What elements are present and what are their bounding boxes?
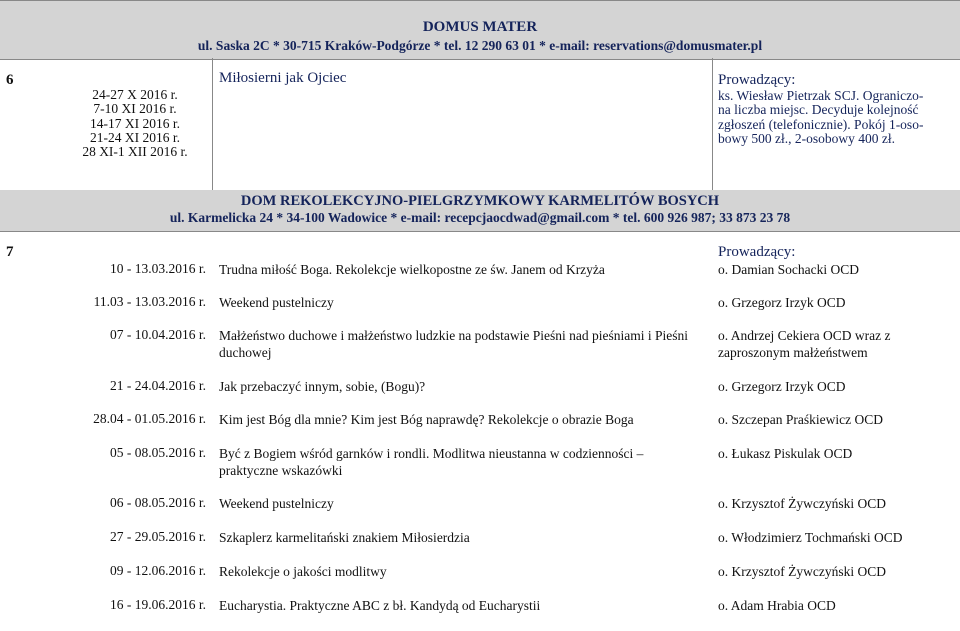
row-date: 10 - 13.03.2016 r. xyxy=(110,261,206,276)
column-divider xyxy=(212,58,213,190)
row-subject: Być z Bogiem wśród garnków i rondli. Modlitwa nieustanna w codzienności – praktyczne wskazówki xyxy=(219,446,644,478)
row-date: 16 - 19.06.2016 r. xyxy=(110,597,206,612)
row-leader: o. Włodzimierz Tochmański OCD xyxy=(718,530,903,545)
entry-number: 6 xyxy=(6,72,14,88)
row-subject: Szkaplerz karmelitański znakiem Miłosierdzia xyxy=(219,530,470,545)
row-date: 28.04 - 01.05.2016 r. xyxy=(93,411,206,426)
row-leader: o. Łukasz Piskulak OCD xyxy=(718,446,853,461)
date-line: 24-27 X 2016 r. xyxy=(92,87,178,102)
row-subject: Eucharystia. Praktyczne ABC z bł. Kandydą od Eucharystii xyxy=(219,598,541,613)
row-subject: Małżeństwo duchowe i małżeństwo ludzkie na podstawie Pieśni nad pieśniami i Pieśni duchowej xyxy=(219,328,689,360)
venue-address: ul. Karmelicka 24 * 34-100 Wadowice * e-mail: recepcjaocdwad@gmail.com * tel. 600 926 987; 33 873 23 78 xyxy=(169,210,791,225)
leader-line: na liczba miejsc. Decyduje kolejność xyxy=(718,102,919,118)
row-leader: o. Szczepan Praśkiewicz OCD xyxy=(718,412,883,427)
entry-number: 7 xyxy=(6,244,14,260)
venue-title: DOMUS MATER xyxy=(422,19,538,35)
row-date: 07 - 10.04.2016 r. xyxy=(110,327,206,342)
row-subject: Rekolekcje o jakości modlitwy xyxy=(219,564,387,579)
row-leader: o. Damian Sochacki OCD xyxy=(718,262,859,277)
row-subject: Jak przebaczyć innym, sobie, (Bogu)? xyxy=(219,379,426,394)
leader-line: ks. Wiesław Pietrzak SCJ. Ograniczo- xyxy=(718,88,924,103)
column-divider xyxy=(712,58,713,190)
date-line: 21-24 XI 2016 r. xyxy=(90,129,180,145)
venue-header-wadowice xyxy=(0,190,960,232)
row-subject: Weekend pustelniczy xyxy=(219,496,334,511)
row-leader: o. Andrzej Cekiera OCD wraz z zaproszonym małżeństwem xyxy=(718,328,891,360)
row-date: 21 - 24.04.2016 r. xyxy=(110,378,206,393)
row-date: 11.03 - 13.03.2016 r. xyxy=(93,294,206,309)
row-subject: Kim jest Bóg dla mnie? Kim jest Bóg naprawdę? Rekolekcje o obrazie Boga xyxy=(219,412,634,427)
row-leader: o. Krzysztof Żywczyński OCD xyxy=(718,496,886,511)
row-leader: o. Krzysztof Żywczyński OCD xyxy=(718,564,886,579)
row-date: 05 - 08.05.2016 r. xyxy=(110,445,206,460)
row-date: 09 - 12.06.2016 r. xyxy=(110,563,206,578)
venue-address: ul. Saska 2C * 30-715 Kraków-Podgórze * tel. 12 290 63 01 * e-mail: reservations@domusmater.pl xyxy=(197,38,763,53)
row-subject: Weekend pustelniczy xyxy=(219,295,334,310)
row-leader: o. Grzegorz Irzyk OCD xyxy=(718,379,846,394)
row-date: 06 - 08.05.2016 r. xyxy=(110,495,206,510)
row-leader: o. Grzegorz Irzyk OCD xyxy=(718,295,846,310)
date-line: 7-10 XI 2016 r. xyxy=(93,101,177,117)
leader-line: bowy 500 zł., 2-osobowy 400 zł. xyxy=(718,130,895,146)
venue-header-domus-mater xyxy=(0,0,960,60)
row-date: 27 - 29.05.2016 r. xyxy=(110,529,206,544)
leader-heading: Prowadzący: xyxy=(718,244,796,260)
entry-dates xyxy=(60,88,210,159)
leader-line: zgłoszeń (telefonicznie). Pokój 1-oso- xyxy=(718,116,924,132)
leader-details xyxy=(718,89,950,146)
date-line: 14-17 XI 2016 r. xyxy=(90,115,180,131)
venue-title: DOM REKOLEKCYJNO-PIELGRZYMKOWY KARMELITÓW BOSYCH xyxy=(240,193,720,209)
leader-heading: Prowadzący: xyxy=(718,72,796,88)
entry-title: Miłosierni jak Ojciec xyxy=(219,70,347,86)
row-subject: Trudna miłość Boga. Rekolekcje wielkopostne ze św. Janem od Krzyża xyxy=(219,262,605,277)
date-line: 28 XI-1 XII 2016 r. xyxy=(82,144,188,160)
row-leader: o. Adam Hrabia OCD xyxy=(718,598,836,613)
